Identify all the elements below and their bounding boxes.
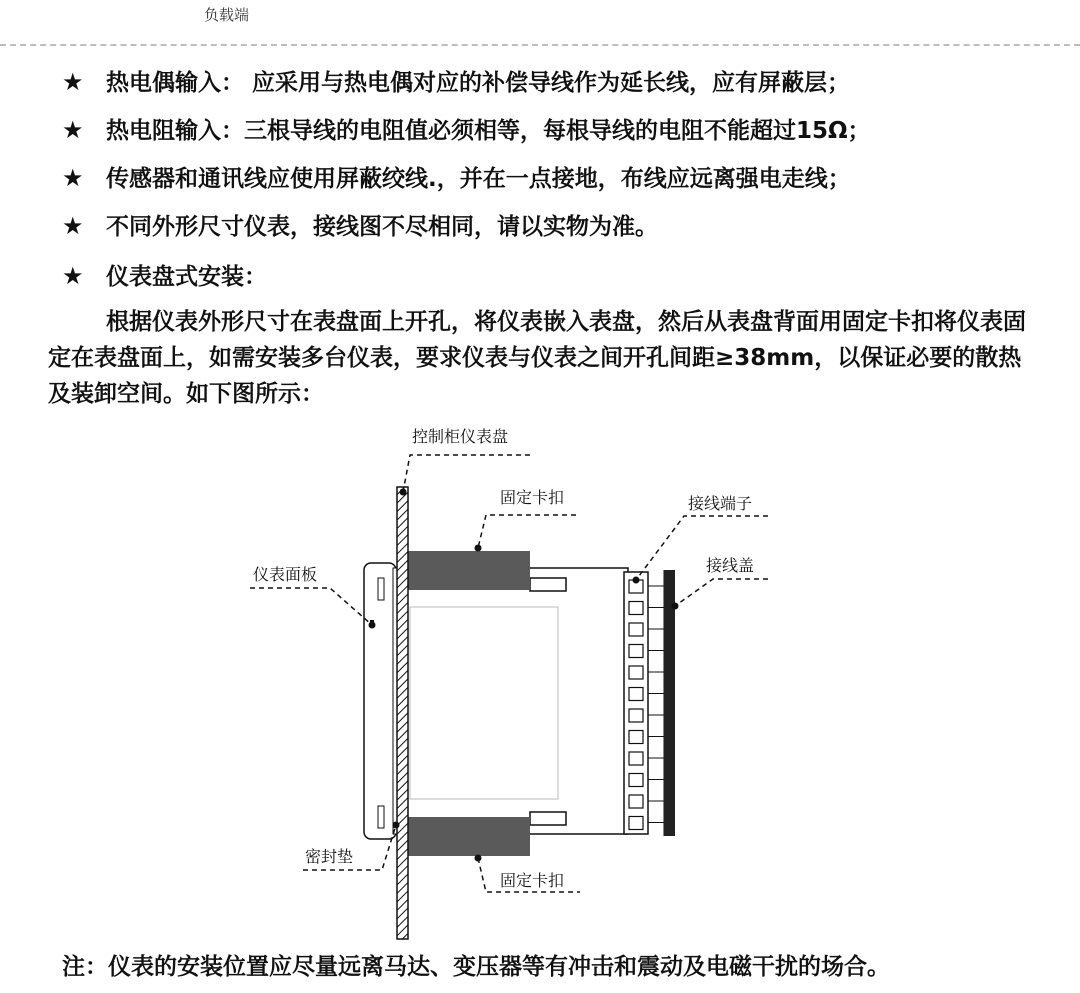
dot-clip-bottom: [475, 855, 482, 862]
label-cabinet-panel: 控制柜仪表盘: [412, 427, 509, 446]
bullet-text: 热电偶输入： 应采用与热电偶对应的补偿导线作为延长线，应有屏蔽层；: [106, 70, 851, 96]
fixing-clip-top: [408, 551, 530, 590]
terminal-screw: [629, 602, 643, 615]
terminal-screw: [629, 817, 643, 830]
label-gasket: 密封垫: [305, 847, 354, 866]
terminal-screw: [629, 774, 643, 787]
leader-clip-top: [478, 515, 576, 548]
label-terminal: 接线端子: [688, 494, 753, 513]
terminal-screw: [629, 666, 643, 679]
terminal-screw: [629, 688, 643, 701]
header-label: 负载端: [204, 6, 250, 24]
dot-front-panel: [369, 622, 376, 629]
star-icon: ★: [62, 116, 84, 144]
leader-front-panel: [250, 588, 372, 625]
star-icon: ★: [62, 164, 84, 192]
front-panel-slot-bottom: [378, 806, 384, 828]
star-icon: ★: [62, 262, 84, 290]
clip-rail-top: [530, 578, 566, 591]
dot-clip-top: [475, 545, 482, 552]
leader-cover: [675, 579, 768, 606]
installation-note: 注：仪表的安装位置应尽量远离马达、变压器等有冲击和震动及电磁干扰的场合。: [62, 954, 890, 980]
bullet-text: 传感器和通讯线应使用屏蔽绞线.，并在一点接地，布线应远离强电走线；: [106, 166, 851, 192]
terminal-screw: [629, 623, 643, 636]
terminal-screw: [629, 645, 643, 658]
terminal-screw: [629, 731, 643, 744]
terminal-screw: [629, 795, 643, 808]
terminal-screw: [629, 709, 643, 722]
instrument-inner-board: [410, 607, 558, 799]
label-clip-top: 固定卡扣: [500, 488, 565, 507]
dot-terminal: [633, 577, 640, 584]
label-cover: 接线盖: [706, 556, 755, 575]
star-icon: ★: [62, 212, 84, 240]
star-icon: ★: [62, 68, 84, 96]
bullet-text: 热电阻输入：三根导线的电阻值必须相等，每根导线的电阻不能超过15Ω；: [106, 118, 871, 144]
dot-panel: [400, 489, 407, 496]
leader-panel: [403, 455, 530, 492]
bullet-text: 仪表盘式安装：: [106, 264, 267, 290]
clip-rail-bottom: [530, 812, 566, 825]
fixing-clip-bottom: [408, 817, 530, 856]
front-panel-slot-top: [378, 578, 384, 600]
terminal-screw: [629, 752, 643, 765]
bullet-text: 不同外形尺寸仪表，接线图不尽相同，请以实物为准。: [106, 214, 658, 240]
label-clip-bottom: 固定卡扣: [500, 871, 565, 890]
dot-gasket: [393, 822, 400, 829]
label-front-panel: 仪表面板: [253, 565, 318, 584]
dot-cover: [672, 603, 679, 610]
front-panel: [364, 563, 396, 839]
cabinet-panel: [397, 487, 408, 939]
install-paragraph: 根据仪表外形尺寸在表盘面上开孔，将仪表嵌入表盘，然后从表盘背面用固定卡扣将仪表固定在表盘面上，如需安装多台仪表，要求仪表与仪表之间开孔间距≥38mm，以保证必要的散热及装卸空间。如下图所示：: [48, 309, 1026, 407]
terminal-cover: [664, 570, 675, 836]
